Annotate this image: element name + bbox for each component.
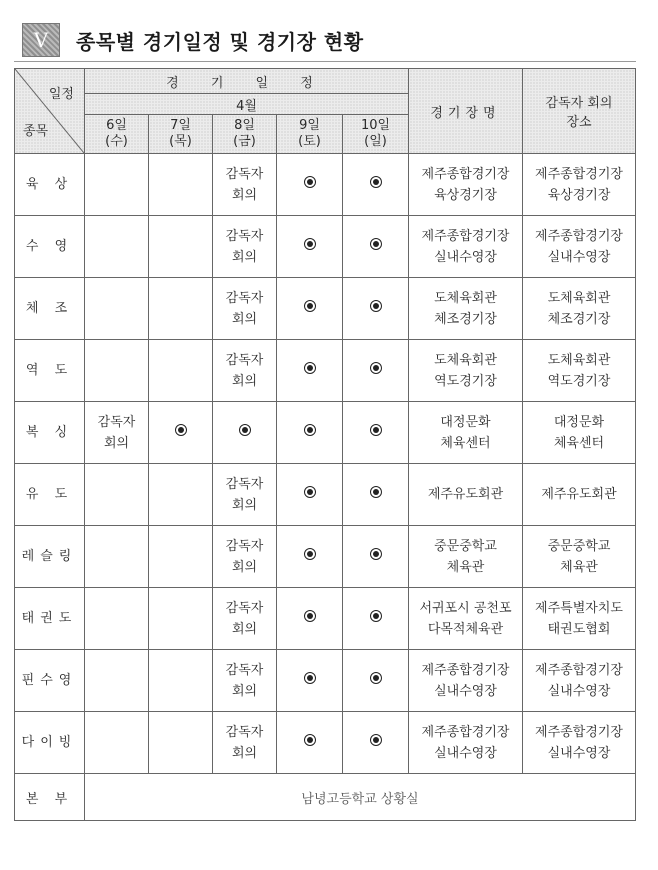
schedule-cell-d7	[149, 650, 213, 712]
meeting-text-line2: 회의	[231, 559, 258, 575]
schedule-cell-d7	[149, 216, 213, 278]
schedule-cell-d10	[343, 216, 409, 278]
meeting-place-cell	[523, 464, 636, 526]
meeting-text-line2: 회의	[231, 311, 258, 327]
venue-line2: 육상경기장	[434, 187, 497, 203]
venue-line1: 도체육회관	[434, 352, 497, 368]
venue-line1: 서귀포시 공천포	[419, 600, 512, 616]
schedule-cell-d10	[343, 278, 409, 340]
competition-day-marker-icon	[370, 610, 382, 622]
meeting-text-line2: 회의	[231, 373, 258, 389]
title-divider	[14, 61, 636, 62]
table-row	[15, 526, 636, 588]
meeting-place-line1: 대정문화	[553, 414, 605, 430]
meeting-text-line1: 감독자	[225, 724, 264, 740]
sport-name: 태권도	[21, 611, 78, 626]
sport-name: 다이빙	[21, 735, 78, 750]
sport-name: 핀수영	[21, 673, 78, 688]
meeting-place-cell	[523, 712, 636, 774]
meeting-text-line2: 회의	[231, 621, 258, 637]
day-header-3	[277, 115, 343, 154]
meeting-place-line1: 제주종합경기장	[535, 228, 623, 244]
meeting-text-line1: 감독자	[225, 662, 264, 678]
venue-header-label: 경기장명	[430, 105, 501, 121]
table-row	[15, 464, 636, 526]
sport-cell	[15, 216, 85, 278]
meeting-place-line1: 제주종합경기장	[535, 662, 623, 678]
meeting-place-line1: 중문중학교	[547, 538, 611, 554]
venue-cell	[409, 464, 523, 526]
section-number: V	[33, 28, 49, 52]
venue-line2: 실내수영장	[434, 683, 497, 699]
schedule-cell-d7	[149, 588, 213, 650]
venue-cell	[409, 216, 523, 278]
competition-day-marker-icon	[304, 424, 316, 436]
venue-cell	[409, 650, 523, 712]
schedule-cell-d6	[85, 650, 149, 712]
meeting-place-line1: 제주종합경기장	[535, 724, 623, 740]
competition-day-marker-icon	[370, 176, 382, 188]
competition-day-marker-icon	[370, 362, 382, 374]
corner-header-cell	[15, 69, 85, 154]
sport-cell	[15, 402, 85, 464]
meeting-place-line2: 실내수영장	[547, 683, 611, 699]
meeting-place-cell	[523, 154, 636, 216]
sport-cell	[15, 650, 85, 712]
schedule-cell-d9	[277, 464, 343, 526]
headquarters-label-cell	[15, 774, 85, 821]
table-row	[15, 340, 636, 402]
meeting-text-line2: 회의	[231, 497, 258, 513]
competition-day-marker-icon	[304, 672, 316, 684]
schedule-cell-d10	[343, 340, 409, 402]
day-weekday: (일)	[364, 134, 387, 149]
schedule-cell-d7	[149, 526, 213, 588]
table-row	[15, 650, 636, 712]
table-row	[15, 402, 636, 464]
venue-line1: 제주종합경기장	[421, 166, 510, 182]
sport-cell	[15, 464, 85, 526]
competition-day-marker-icon	[175, 424, 187, 436]
venue-line1: 중문중학교	[434, 538, 497, 554]
meeting-place-line1: 제주특별자치도	[535, 600, 623, 616]
headquarters-row	[15, 774, 636, 821]
meeting-place-cell	[523, 402, 636, 464]
meeting-text-line1: 감독자	[225, 352, 264, 368]
schedule-cell-d8	[213, 712, 277, 774]
schedule-cell-d8	[213, 340, 277, 402]
day-date: 10일	[360, 118, 391, 133]
sport-cell	[15, 278, 85, 340]
venue-cell	[409, 712, 523, 774]
schedule-cell-d10	[343, 588, 409, 650]
schedule-header-label: 경 기 일 정	[166, 75, 327, 91]
venue-header	[409, 69, 523, 154]
schedule-cell-d10	[343, 154, 409, 216]
venue-cell	[409, 588, 523, 650]
sport-name: 육 상	[25, 177, 74, 192]
venue-cell	[409, 340, 523, 402]
corner-label-sport: 종목	[23, 124, 49, 139]
sport-cell	[15, 712, 85, 774]
headquarters-label: 본 부	[25, 791, 74, 807]
meeting-place-line1: 도체육회관	[547, 352, 611, 368]
month-header	[85, 94, 409, 115]
schedule-cell-d6	[85, 278, 149, 340]
schedule-cell-d9	[277, 402, 343, 464]
schedule-cell-d9	[277, 154, 343, 216]
meeting-text-line1: 감독자	[225, 538, 264, 554]
sport-name: 레슬링	[21, 549, 78, 564]
headquarters-value-cell	[85, 774, 636, 821]
competition-day-marker-icon	[370, 486, 382, 498]
schedule-cell-d8	[213, 464, 277, 526]
day-header-2	[213, 115, 277, 154]
sport-name: 유 도	[25, 487, 74, 502]
day-date: 6일	[106, 118, 127, 133]
competition-day-marker-icon	[370, 238, 382, 250]
meeting-place-line2: 실내수영장	[547, 745, 611, 761]
schedule-cell-d10	[343, 650, 409, 712]
day-weekday: (목)	[169, 134, 192, 149]
schedule-cell-d6	[85, 588, 149, 650]
headquarters-value: 남녕고등학교 상황실	[301, 791, 419, 807]
meeting-place-line2: 체육센터	[553, 435, 605, 451]
sport-name: 복 싱	[25, 425, 74, 440]
table-row	[15, 216, 636, 278]
competition-day-marker-icon	[370, 734, 382, 746]
meeting-text-line1: 감독자	[225, 290, 264, 306]
meeting-place-line2: 체조경기장	[547, 311, 611, 327]
day-date: 9일	[299, 118, 320, 133]
venue-line2: 다목적체육관	[427, 621, 504, 637]
meeting-place-line2: 체육관	[560, 559, 598, 575]
schedule-cell-d6	[85, 154, 149, 216]
sport-name: 수 영	[25, 239, 74, 254]
venue-line1: 대정문화	[440, 414, 491, 430]
meeting-text-line2: 회의	[103, 435, 130, 451]
schedule-cell-d8	[213, 402, 277, 464]
schedule-cell-d7	[149, 464, 213, 526]
meeting-place-header-line1: 감독자 회의	[545, 96, 613, 111]
schedule-cell-d9	[277, 216, 343, 278]
schedule-cell-d6	[85, 340, 149, 402]
schedule-cell-d9	[277, 650, 343, 712]
meeting-place-cell	[523, 650, 636, 712]
schedule-cell-d8	[213, 154, 277, 216]
meeting-text-line2: 회의	[231, 187, 258, 203]
sport-name: 역 도	[25, 363, 74, 378]
day-weekday: (금)	[233, 134, 256, 149]
meeting-text-line1: 감독자	[225, 600, 264, 616]
schedule-cell-d9	[277, 712, 343, 774]
schedule-cell-d8	[213, 526, 277, 588]
corner-label-schedule: 일정	[48, 87, 74, 102]
venue-line2: 실내수영장	[434, 249, 497, 265]
meeting-place-line1: 제주종합경기장	[535, 166, 623, 182]
meeting-text-line2: 회의	[231, 745, 258, 761]
venue-cell	[409, 402, 523, 464]
schedule-cell-d9	[277, 588, 343, 650]
schedule-cell-d9	[277, 278, 343, 340]
meeting-place-cell	[523, 278, 636, 340]
schedule-cell-d7	[149, 278, 213, 340]
schedule-cell-d10	[343, 526, 409, 588]
day-date: 8일	[234, 118, 255, 133]
table-row	[15, 588, 636, 650]
meeting-place-line1: 도체육회관	[547, 290, 611, 306]
section-number-badge	[22, 23, 60, 57]
schedule-cell-d8	[213, 216, 277, 278]
month-label: 4월	[236, 98, 257, 114]
venue-cell	[409, 526, 523, 588]
competition-day-marker-icon	[304, 238, 316, 250]
meeting-place-line2: 태권도협회	[547, 621, 611, 637]
page-title: 종목별 경기일정 및 경기장 현황	[76, 30, 364, 54]
schedule-cell-d9	[277, 340, 343, 402]
meeting-text-line1: 감독자	[97, 414, 136, 430]
meeting-place-line2: 육상경기장	[547, 187, 611, 203]
meeting-text-line1: 감독자	[225, 166, 264, 182]
schedule-cell-d6	[85, 216, 149, 278]
schedule-cell-d7	[149, 340, 213, 402]
competition-day-marker-icon	[304, 486, 316, 498]
competition-day-marker-icon	[370, 424, 382, 436]
meeting-text-line2: 회의	[231, 683, 258, 699]
schedule-cell-d9	[277, 526, 343, 588]
schedule-cell-d6	[85, 712, 149, 774]
schedule-cell-d7	[149, 712, 213, 774]
meeting-text-line1: 감독자	[225, 476, 264, 492]
meeting-place-cell	[523, 526, 636, 588]
sport-cell	[15, 340, 85, 402]
schedule-cell-d8	[213, 588, 277, 650]
venue-cell	[409, 154, 523, 216]
schedule-cell-d6	[85, 464, 149, 526]
table-row	[15, 154, 636, 216]
day-header-0	[85, 115, 149, 154]
meeting-text-line1: 감독자	[225, 228, 264, 244]
schedule-table	[14, 68, 636, 821]
competition-day-marker-icon	[304, 300, 316, 312]
venue-line1: 도체육회관	[434, 290, 497, 306]
sport-cell	[15, 588, 85, 650]
schedule-cell-d10	[343, 402, 409, 464]
corner-diagonal-line	[15, 69, 84, 153]
venue-line2: 역도경기장	[434, 373, 497, 389]
sport-name: 체 조	[25, 301, 74, 316]
meeting-place-header	[523, 69, 636, 154]
meeting-place-line1: 제주유도회관	[541, 487, 617, 502]
venue-line2: 실내수영장	[434, 745, 497, 761]
sport-cell	[15, 526, 85, 588]
competition-day-marker-icon	[304, 548, 316, 560]
schedule-cell-d6	[85, 526, 149, 588]
sport-cell	[15, 154, 85, 216]
competition-day-marker-icon	[304, 610, 316, 622]
schedule-cell-d8	[213, 278, 277, 340]
schedule-cell-d8	[213, 650, 277, 712]
schedule-cell-d7	[149, 402, 213, 464]
venue-line1: 제주유도회관	[427, 487, 504, 502]
venue-line1: 제주종합경기장	[421, 724, 510, 740]
day-date: 7일	[170, 118, 191, 133]
day-weekday: (토)	[298, 134, 321, 149]
schedule-cell-d10	[343, 464, 409, 526]
schedule-cell-d6	[85, 402, 149, 464]
schedule-header	[85, 69, 409, 94]
schedule-cell-d7	[149, 154, 213, 216]
competition-day-marker-icon	[304, 734, 316, 746]
meeting-place-header-line2: 장소	[566, 115, 592, 130]
meeting-place-line2: 실내수영장	[547, 249, 611, 265]
table-row	[15, 712, 636, 774]
meeting-place-cell	[523, 216, 636, 278]
competition-day-marker-icon	[304, 362, 316, 374]
schedule-cell-d10	[343, 712, 409, 774]
meeting-place-cell	[523, 588, 636, 650]
venue-line2: 체조경기장	[434, 311, 497, 327]
day-weekday: (수)	[105, 134, 128, 149]
competition-day-marker-icon	[370, 300, 382, 312]
competition-day-marker-icon	[370, 548, 382, 560]
venue-cell	[409, 278, 523, 340]
competition-day-marker-icon	[304, 176, 316, 188]
venue-line1: 제주종합경기장	[421, 662, 510, 678]
table-row	[15, 278, 636, 340]
day-header-1	[149, 115, 213, 154]
meeting-text-line2: 회의	[231, 249, 258, 265]
competition-day-marker-icon	[370, 672, 382, 684]
competition-day-marker-icon	[239, 424, 251, 436]
venue-line2: 체육관	[446, 559, 485, 575]
day-header-4	[343, 115, 409, 154]
title-bar	[14, 20, 636, 62]
venue-line1: 제주종합경기장	[421, 228, 510, 244]
meeting-place-line2: 역도경기장	[547, 373, 611, 389]
meeting-place-cell	[523, 340, 636, 402]
venue-line2: 체육센터	[440, 435, 491, 451]
